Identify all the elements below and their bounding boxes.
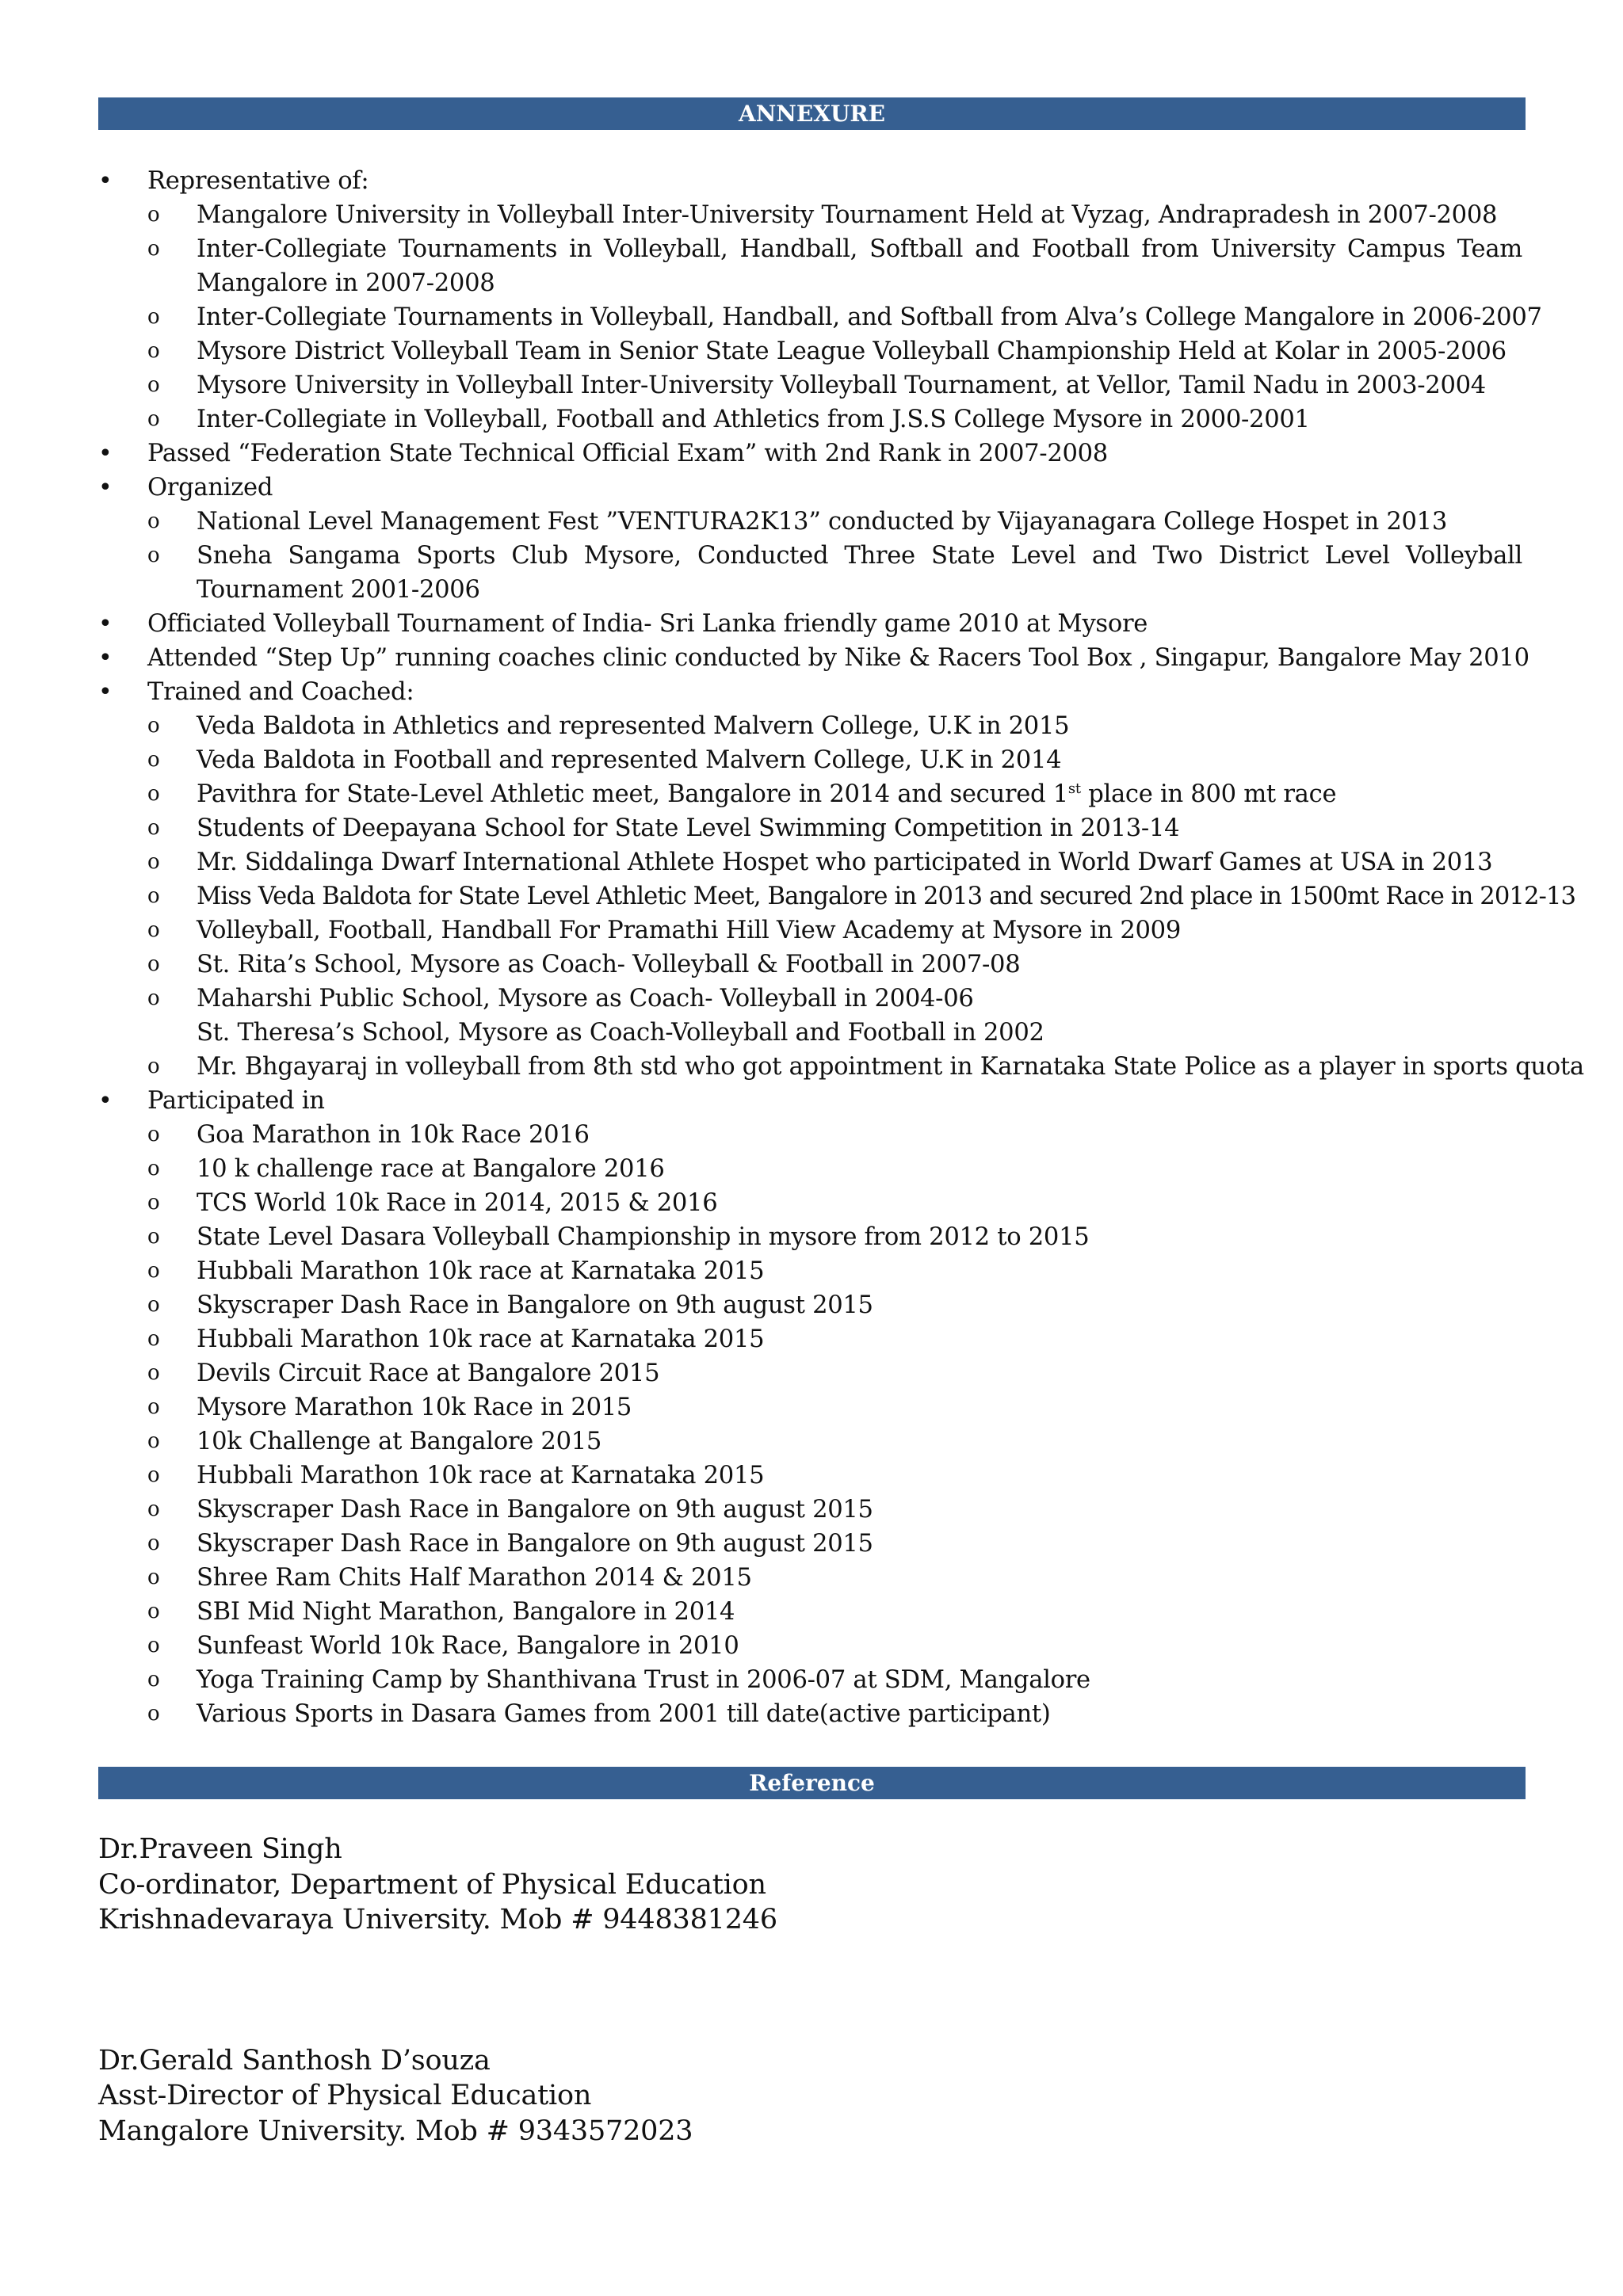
circle-marker: o: [147, 884, 159, 908]
bullet-marker: •: [98, 678, 113, 706]
reference-name: Dr.Gerald Santhosh D’souza: [98, 2044, 491, 2077]
ordinal-suffix: st: [1067, 780, 1081, 797]
item-text: Devils Circuit Race at Bangalore 2015: [197, 1360, 660, 1387]
sub-list-item: [0, 1527, 1522, 1561]
sub-list-item: [0, 1390, 1522, 1425]
item-text: Trained and Coached:: [147, 678, 414, 706]
sub-list-item: [0, 1595, 1522, 1629]
list-item: [0, 471, 1623, 505]
item-text: Participated in: [147, 1087, 325, 1115]
item-text: State Level Dasara Volleyball Championship in mysore from 2012 to 2015: [197, 1223, 1090, 1251]
circle-marker: o: [147, 203, 160, 227]
item-text: Officiated Volleyball Tournament of India- Sri Lanka friendly game 2010 at Mysore: [147, 610, 1148, 638]
circle-marker: o: [147, 543, 160, 567]
circle-marker: o: [147, 509, 160, 533]
circle-marker: o: [147, 1668, 160, 1691]
circle-marker: o: [147, 782, 160, 806]
sub-list-item: [0, 1493, 1522, 1527]
item-text: Goa Marathon in 10k Race 2016: [197, 1121, 590, 1149]
sub-list-item: [0, 1152, 1522, 1186]
item-text: Passed “Federation State Technical Official Exam” with 2nd Rank in 2007-2008: [147, 440, 1108, 467]
reference-position: Co-ordinator, Department of Physical Education: [98, 1868, 766, 1901]
circle-marker: o: [147, 1463, 160, 1487]
item-text: Skyscraper Dash Race in Bangalore on 9th august 2015: [197, 1496, 873, 1524]
item-text: Inter-Collegiate Tournaments in Volleyball, Handball, Softball and Football from University Campus Team Mangalore in 2007-2008: [197, 235, 1522, 297]
reference-name: Dr.Praveen Singh: [98, 1833, 342, 1865]
sub-list-item: [0, 1288, 1522, 1322]
sub-list-item: [0, 1425, 1522, 1459]
sub-list-item: [0, 1186, 1522, 1220]
sub-list-item: [0, 1629, 1522, 1663]
sub-list-item: [0, 777, 1522, 811]
item-text: Organized: [147, 474, 273, 502]
sub-list-item: [0, 948, 1522, 982]
circle-marker: o: [147, 1600, 160, 1623]
sub-list-item: [0, 368, 1522, 402]
sub-list-item: [0, 743, 1522, 777]
circle-marker: o: [147, 373, 160, 397]
circle-marker: o: [147, 1157, 160, 1180]
annexure-heading: ANNEXURE: [98, 97, 1526, 130]
item-text: TCS World 10k Race in 2014, 2015 & 2016: [197, 1189, 718, 1217]
circle-marker: o: [147, 850, 160, 874]
item-text: Representative of:: [147, 167, 369, 195]
annexure-list: [0, 164, 1623, 1731]
circle-marker: o: [147, 305, 160, 329]
circle-marker: o: [147, 339, 160, 363]
sub-list-item: [0, 845, 1522, 879]
reference-contact: Krishnadevaraya University. Mob # 9448381246: [98, 1904, 777, 1936]
bullet-marker: •: [98, 1087, 113, 1115]
circle-marker: o: [147, 1497, 160, 1521]
item-text: Miss Veda Baldota for State Level Athletic Meet, Bangalore in 2013 and secured 2nd place in 1500mt Race in 2012-13: [197, 883, 1576, 910]
circle-marker: o: [147, 237, 160, 261]
reference-contact: Mangalore University. Mob # 9343572023: [98, 2115, 693, 2147]
item-text: Hubbali Marathon 10k race at Karnataka 2015: [197, 1462, 765, 1489]
item-text: Mysore Marathon 10k Race in 2015: [197, 1394, 632, 1421]
circle-marker: o: [147, 918, 160, 942]
bullet-marker: •: [98, 440, 113, 467]
item-text: National Level Management Fest ”VENTURA2K13” conducted by Vijayanagara College Hospet in 2013: [197, 508, 1447, 536]
sub-list-item: [0, 1050, 1584, 1084]
reference-entry: [98, 2043, 1525, 2149]
sub-list-item: [0, 1663, 1522, 1697]
item-text: Pavithra for State-Level Athletic meet, Bangalore in 2014 and secured 1: [197, 780, 1068, 808]
sub-list-item: [0, 1697, 1522, 1731]
item-text: Skyscraper Dash Race in Bangalore on 9th august 2015: [197, 1530, 873, 1558]
sub-list-item: [0, 1118, 1522, 1152]
item-text: Hubbali Marathon 10k race at Karnataka 2015: [197, 1325, 765, 1353]
sub-list-item: [0, 402, 1522, 437]
list-item: [0, 641, 1623, 675]
item-text: Mr. Siddalinga Dwarf International Athlete Hospet who participated in World Dwarf Games at USA in 2013: [197, 849, 1493, 876]
sub-list-item: [0, 198, 1522, 232]
bullet-marker: •: [98, 610, 113, 638]
item-text: Sunfeast World 10k Race, Bangalore in 2010: [197, 1632, 739, 1660]
item-text: Various Sports in Dasara Games from 2001 till date(active participant): [197, 1700, 1051, 1728]
item-text: Students of Deepayana School for State Level Swimming Competition in 2013-14: [197, 814, 1180, 842]
sub-list-item: [0, 811, 1522, 845]
sub-list-item: [0, 709, 1522, 743]
sub-list-item: [0, 300, 1542, 334]
item-text: St. Rita’s School, Mysore as Coach- Volleyball & Football in 2007-08: [197, 951, 1021, 978]
circle-marker: o: [147, 1429, 160, 1453]
sub-list-item: [0, 913, 1522, 948]
sub-list-item: [0, 1459, 1522, 1493]
list-item: [0, 675, 1623, 709]
sub-list-item: [0, 505, 1522, 539]
sub-list-item: [0, 879, 1576, 913]
circle-marker: o: [147, 1395, 160, 1419]
circle-marker: o: [147, 1702, 160, 1726]
circle-marker: o: [147, 1566, 160, 1589]
item-text: Volleyball, Football, Handball For Pramathi Hill View Academy at Mysore in 2009: [197, 917, 1181, 944]
item-text: Mangalore University in Volleyball Inter-University Tournament Held at Vyzag, Andrapradesh in 2007-2008: [197, 201, 1498, 229]
sub-list-item: [0, 1322, 1522, 1356]
item-text: Inter-Collegiate in Volleyball, Football and Athletics from J.S.S College Mysore in 2000-2001: [197, 406, 1310, 433]
bullet-marker: •: [98, 474, 113, 502]
item-text: Mr. Bhgayaraj in volleyball from 8th std who got appointment in Karnataka State Police as a player in sports quota: [197, 1053, 1584, 1081]
item-text: Mysore University in Volleyball Inter-University Volleyball Tournament, at Vellor, Tamil Nadu in 2003-2004: [197, 372, 1486, 399]
circle-marker: o: [147, 1293, 160, 1317]
circle-marker: o: [147, 1259, 160, 1283]
circle-marker: o: [147, 748, 160, 772]
circle-marker: o: [147, 1531, 160, 1555]
circle-marker: o: [147, 1225, 160, 1249]
item-text: Maharshi Public School, Mysore as Coach- Volleyball in 2004-06: [197, 985, 974, 1013]
item-text: Shree Ram Chits Half Marathon 2014 & 2015: [197, 1564, 752, 1592]
reference-heading: Reference: [98, 1767, 1526, 1799]
circle-marker: o: [147, 1361, 160, 1385]
list-item: [0, 164, 1623, 198]
item-text: St. Theresa’s School, Mysore as Coach-Volleyball and Football in 2002: [197, 1019, 1044, 1047]
circle-marker: o: [147, 816, 160, 840]
sub-list-item: [0, 1561, 1522, 1595]
sub-list-item: [0, 1016, 1522, 1050]
bullet-marker: •: [98, 644, 113, 672]
reference-list: [98, 1832, 1525, 2149]
sub-list-item: [0, 1254, 1522, 1288]
item-text: SBI Mid Night Marathon, Bangalore in 2014: [197, 1598, 735, 1626]
item-text: Inter-Collegiate Tournaments in Volleyball, Handball, and Softball from Alva’s College Mangalore in 2006-2007: [197, 303, 1542, 331]
reference-entry: [98, 1832, 1525, 1938]
item-text: Hubbali Marathon 10k race at Karnataka 2015: [197, 1257, 765, 1285]
item-text: 10k Challenge at Bangalore 2015: [197, 1428, 602, 1455]
item-text-continued: place in 800 mt race: [1080, 780, 1337, 808]
sub-list-item: [0, 982, 1522, 1016]
list-item: [0, 437, 1623, 471]
item-text: Veda Baldota in Football and represented Malvern College, U.K in 2014: [197, 746, 1062, 774]
circle-marker: o: [147, 714, 160, 738]
item-text: Sneha Sangama Sports Club Mysore, Conducted Three State Level and Two District Level Volleyball Tournament 2001-2006: [197, 542, 1522, 604]
circle-marker: o: [147, 1055, 160, 1078]
reference-position: Asst-Director of Physical Education: [98, 2080, 592, 2111]
circle-marker: o: [147, 1634, 160, 1657]
circle-marker: o: [147, 1123, 160, 1146]
circle-marker: o: [147, 1191, 160, 1215]
item-text: Yoga Training Camp by Shanthivana Trust in 2006-07 at SDM, Mangalore: [197, 1666, 1090, 1694]
sub-list-item: [0, 232, 1522, 300]
list-item: [0, 1084, 1623, 1118]
sub-list-item: [0, 539, 1522, 607]
item-text: 10 k challenge race at Bangalore 2016: [197, 1155, 665, 1183]
sub-list-item: [0, 334, 1522, 368]
list-item: [0, 607, 1623, 641]
circle-marker: o: [147, 407, 160, 431]
circle-marker: o: [147, 1327, 160, 1351]
bullet-marker: •: [98, 167, 113, 195]
item-text: Mysore District Volleyball Team in Senior State League Volleyball Championship Held at Kolar in 2005-2006: [197, 338, 1507, 365]
item-text: Attended “Step Up” running coaches clinic conducted by Nike & Racers Tool Box , Singapur, Bangalore May 2010: [147, 644, 1529, 672]
sub-list-item: [0, 1356, 1522, 1390]
item-text: Veda Baldota in Athletics and represented Malvern College, U.K in 2015: [197, 712, 1070, 740]
circle-marker: o: [147, 986, 160, 1010]
sub-list-item: [0, 1220, 1522, 1254]
circle-marker: o: [147, 952, 160, 976]
item-text: Skyscraper Dash Race in Bangalore on 9th august 2015: [197, 1291, 873, 1319]
